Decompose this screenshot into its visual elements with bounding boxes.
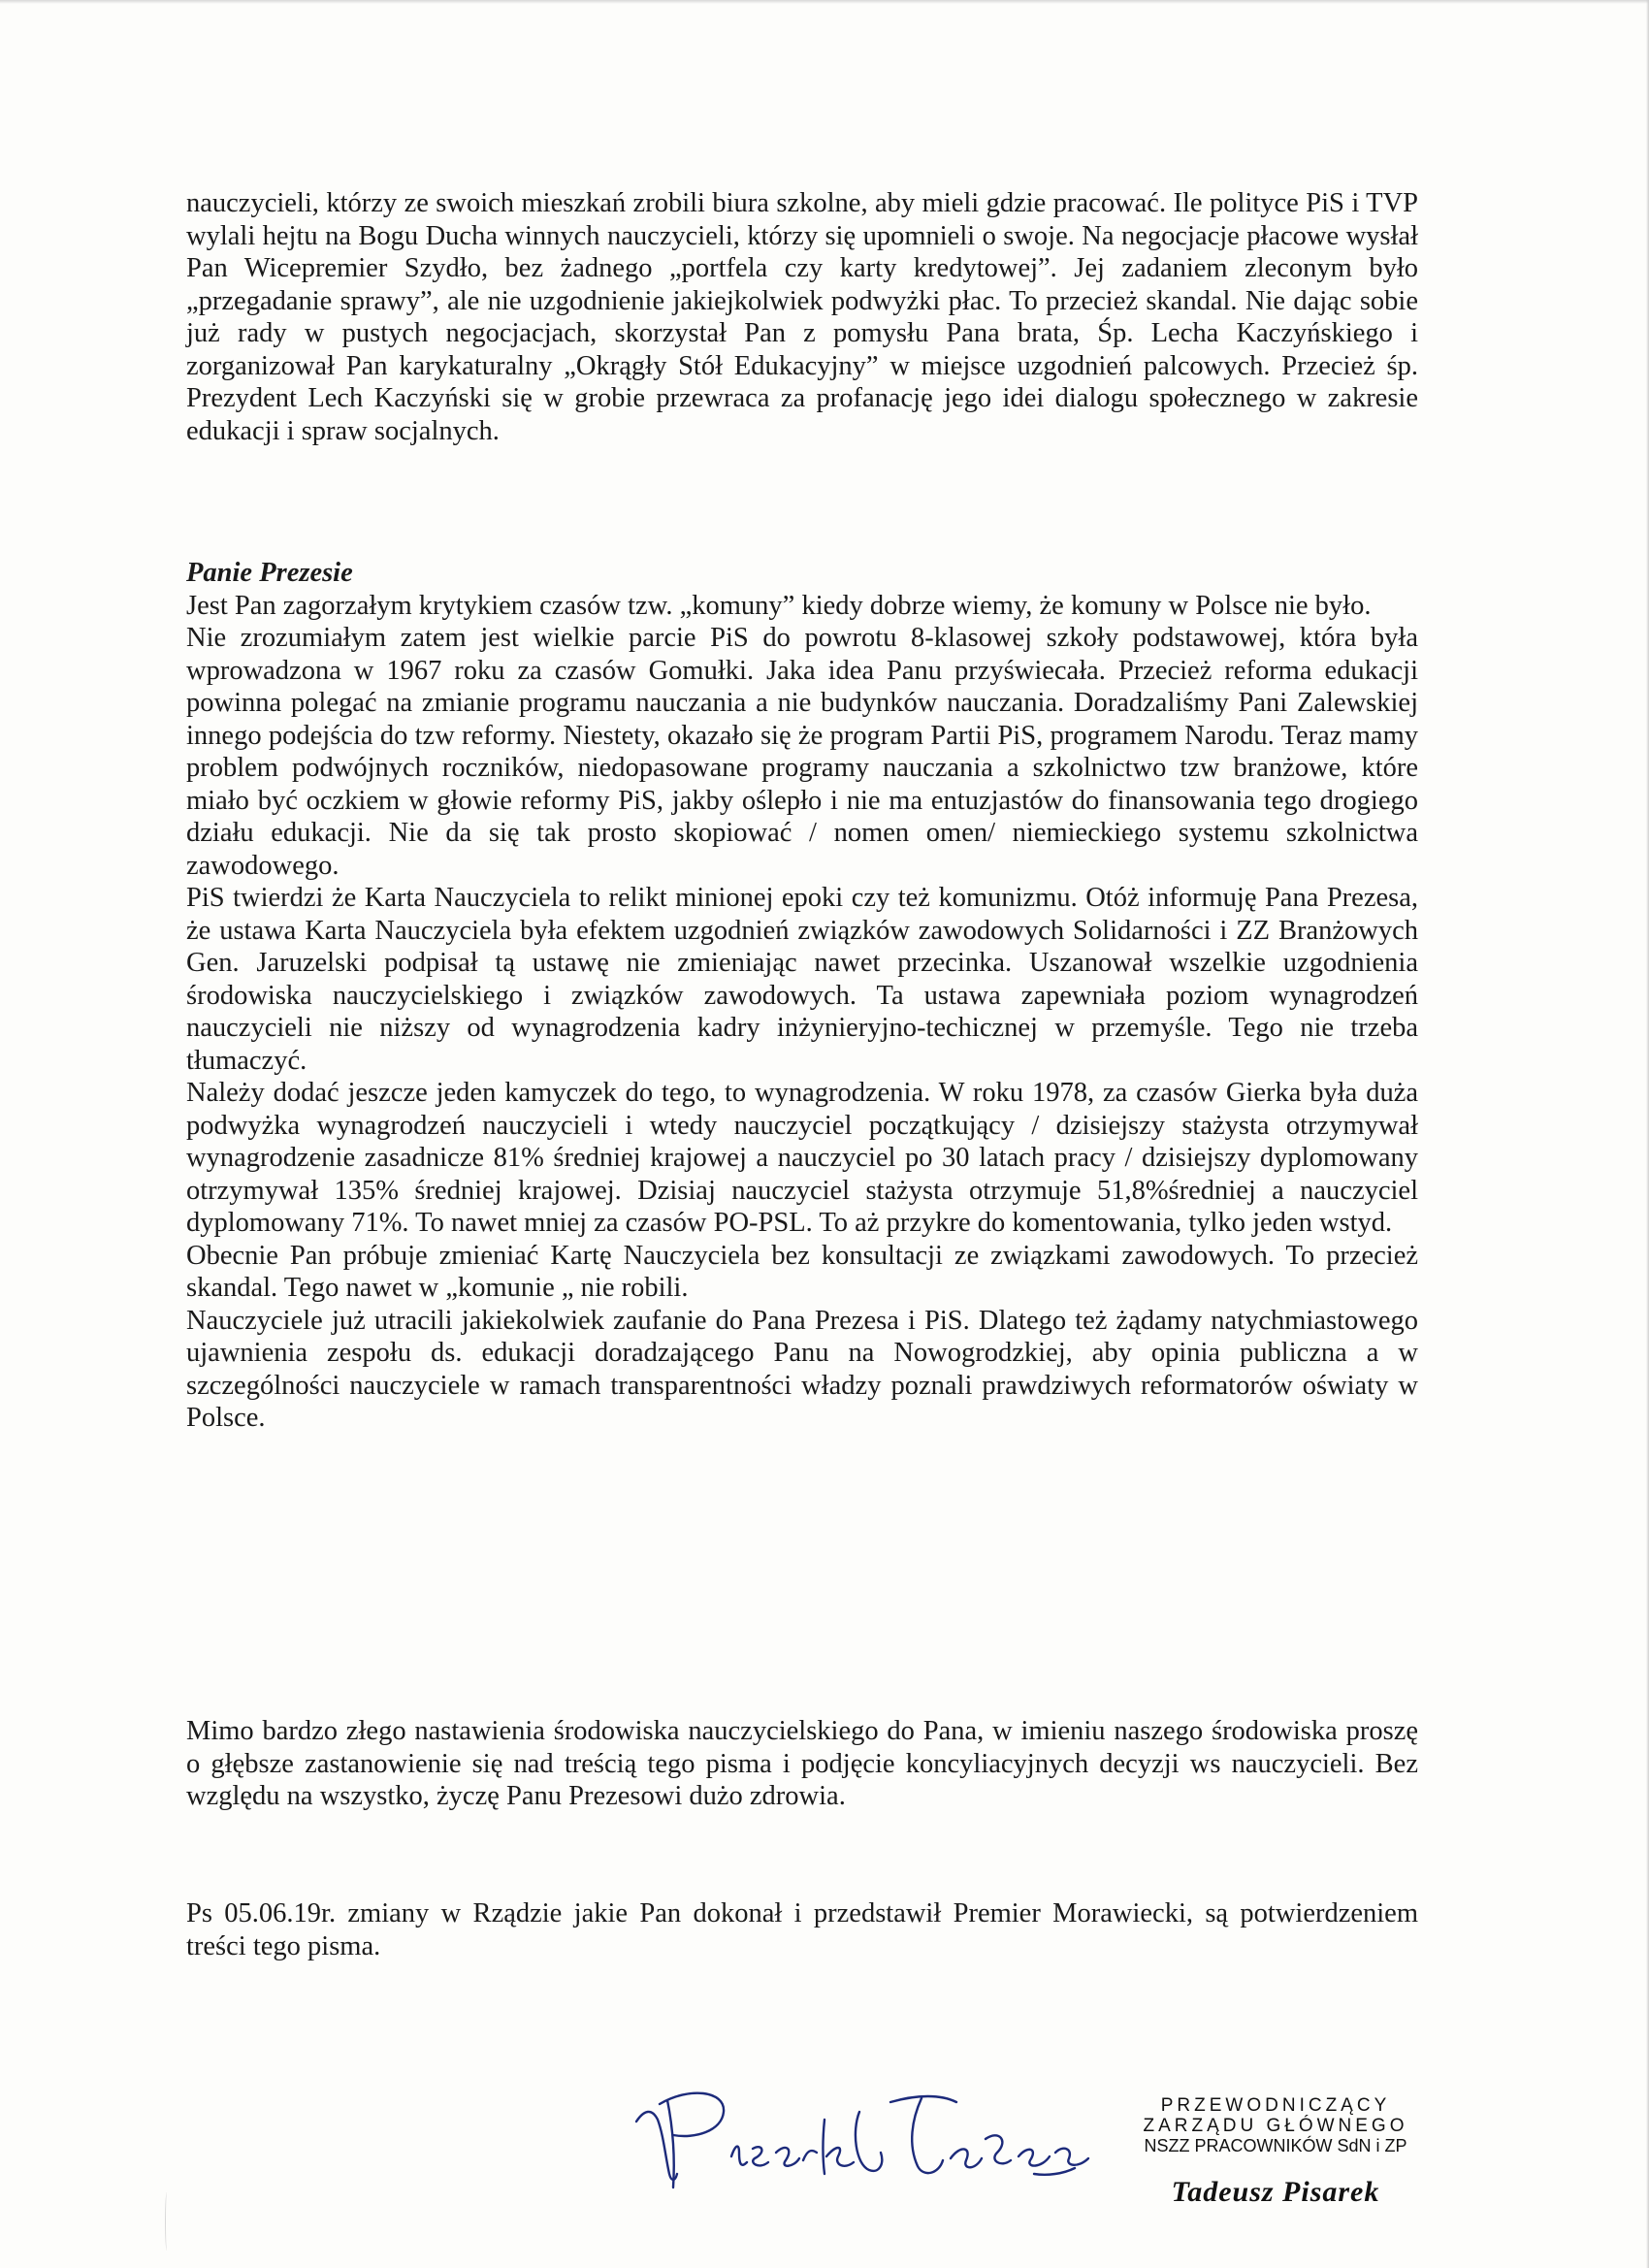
intro-paragraph: nauczycieli, którzy ze swoich mieszkań zrobili biura szkolne, aby mieli gdzie pracować. Ile polityce PiS i TVP wylali hejtu na Bogu Ducha winnych nauczycieli, którzy się upomnieli o swoje. Na negocjacje płacowe wysłał Pan Wicepremier Szydło, bez żadnego „portfela czy karty kredytowej”. Jej zadaniem zleconym było „przegadanie sprawy”, ale nie uzgodnienie jakiejkolwiek podwyżki płac. To przecież skandal. Nie dając sobie już rady w pustych negocjacjach, skorzystał Pan z pomysłu Pana brata, Śp. Lecha Kaczyńskiego i zorganizował Pan karykaturalny „Okrągły Stół Edukacyjny” w miejsce uzgodnień palcowych. Przecież śp. Prezydent Lech Kaczyński się w grobie przewraca za profanację jego idei dialogu społecznego w zakresie edukacji i spraw socjalnych. [186, 188, 1418, 446]
closing-paragraph: Mimo bardzo złego nastawienia środowiska nauczycielskiego do Pana, w imieniu naszego środowiska proszę o głębsze zastanowienie się nad treścią tego pisma i podjęcie koncyliacyjnych decyzji ws nauczycieli. Bez względu na wszystko, życzę Panu Prezesowi dużo zdrowia. [186, 1716, 1418, 1811]
closing-section [186, 1715, 1418, 1813]
postscript: Ps 05.06.19r. zmiany w Rządzie jakie Pan dokonał i przedstawił Premier Morawiecki, są potwierdzeniem treści tego pisma. [186, 1898, 1418, 1961]
stamp-signatory-name: Tadeusz Pisarek [1171, 2176, 1380, 2208]
salutation: Panie Prezesie [186, 558, 353, 588]
body-paragraph: Należy dodać jeszcze jeden kamyczek do tego, to wynagrodzenia. W roku 1978, za czasów Gierka była duża podwyżka wynagrodzeń nauczycieli i wtedy nauczyciel początkujący / dzisiejszy stażysta otrzymywał wynagrodzenie zasadnicze 81% średniej krajowej a nauczyciel po 30 latach pracy / dzisiejszy dyplomowany otrzymywał 135% średniej krajowej. Dzisiaj nauczyciel stażysta otrzymuje 51,8%średniej a nauczyciel dyplomowany 71%. To nawet mniej za czasów PO-PSL. To aż przykre do komentowania, tylko jeden wstyd. [186, 1078, 1418, 1238]
scan-edge [0, 0, 1649, 4]
intro-section [186, 187, 1418, 447]
handwritten-signature [630, 2081, 1096, 2197]
postscript-section [186, 1897, 1418, 1962]
body-paragraph: Nie zrozumiałym zatem jest wielkie parcie PiS do powrotu 8-klasowej szkoły podstawowej, która była wprowadzona w 1967 roku za czasów Gomułki. Jaka idea Panu przyświecała. Przecież reforma edukacji powinna polegać na zmianie programu nauczania a nie budynków nauczania. Doradzaliśmy Pani Zalewskiej innego podejścia do tzw reformy. Niestety, okazało się że program Partii PiS, programem Narodu. Teraz mamy problem podwójnych roczników, niedopasowane programy nauczania a szkolnictwo tzw branżowe, które miało być oczkiem w głowie reformy PiS, jakby oślepło i nie ma entuzjastów do finansowania tego drogiego działu edukacji. Nie da się tak prosto skopiować / nomen omen/ niemieckiego systemu szkolnictwa zawodowego. [186, 623, 1418, 881]
stamp-title-line: PRZEWODNICZĄCY [1160, 2095, 1391, 2116]
body-paragraph: PiS twierdzi że Karta Nauczyciela to relikt minionej epoki czy też komunizmu. Otóż informuję Pana Prezesa, że ustawa Karta Nauczyciela była efektem uzgodnień związków zawodowych Solidarności i ZZ Branżowych Gen. Jaruzelski podpisał tą ustawę nie zmieniając nawet przecinka. Uszanował wszelkie uzgodnienia środowiska nauczycielskiego i związków zawodowych. Ta ustawa zapewniała poziom wynagrodzeń nauczycieli nie niższy od wynagrodzenia kadry inżynieryjno-techicznej w przemyśle. Tego nie trzeba tłumaczyć. [186, 883, 1418, 1076]
signature-drawing [630, 2081, 1096, 2197]
stamp-organization: NSZZ PRACOWNIKÓW SdN i ZP [1144, 2136, 1407, 2155]
scan-artifact [165, 2192, 169, 2251]
official-stamp [1116, 2095, 1436, 2209]
main-section [186, 557, 1418, 1435]
body-paragraph: Jest Pan zagorzałym krytykiem czasów tzw. „komuny” kiedy dobrze wiemy, że komuny w Polsce nie było. [186, 590, 1372, 621]
body-paragraph: Nauczyciele już utracili jakiekolwiek zaufanie do Pana Prezesa i PiS. Dlatego też żądamy natychmiastowego ujawnienia zespołu ds. edukacji doradzającego Panu na Nowogrodzkiej, aby opinia publiczna a w szczególności nauczyciele w ramach transparentności władzy poznali prawdziwych reformatorów oświaty w Polsce. [186, 1305, 1418, 1433]
body-paragraph: Obecnie Pan próbuje zmieniać Kartę Nauczyciela bez konsultacji ze związkami zawodowych. To przecież skandal. Tego nawet w „komunie „ nie robili. [186, 1240, 1418, 1303]
stamp-title-line: ZARZĄDU GŁÓWNEGO [1143, 2116, 1408, 2136]
